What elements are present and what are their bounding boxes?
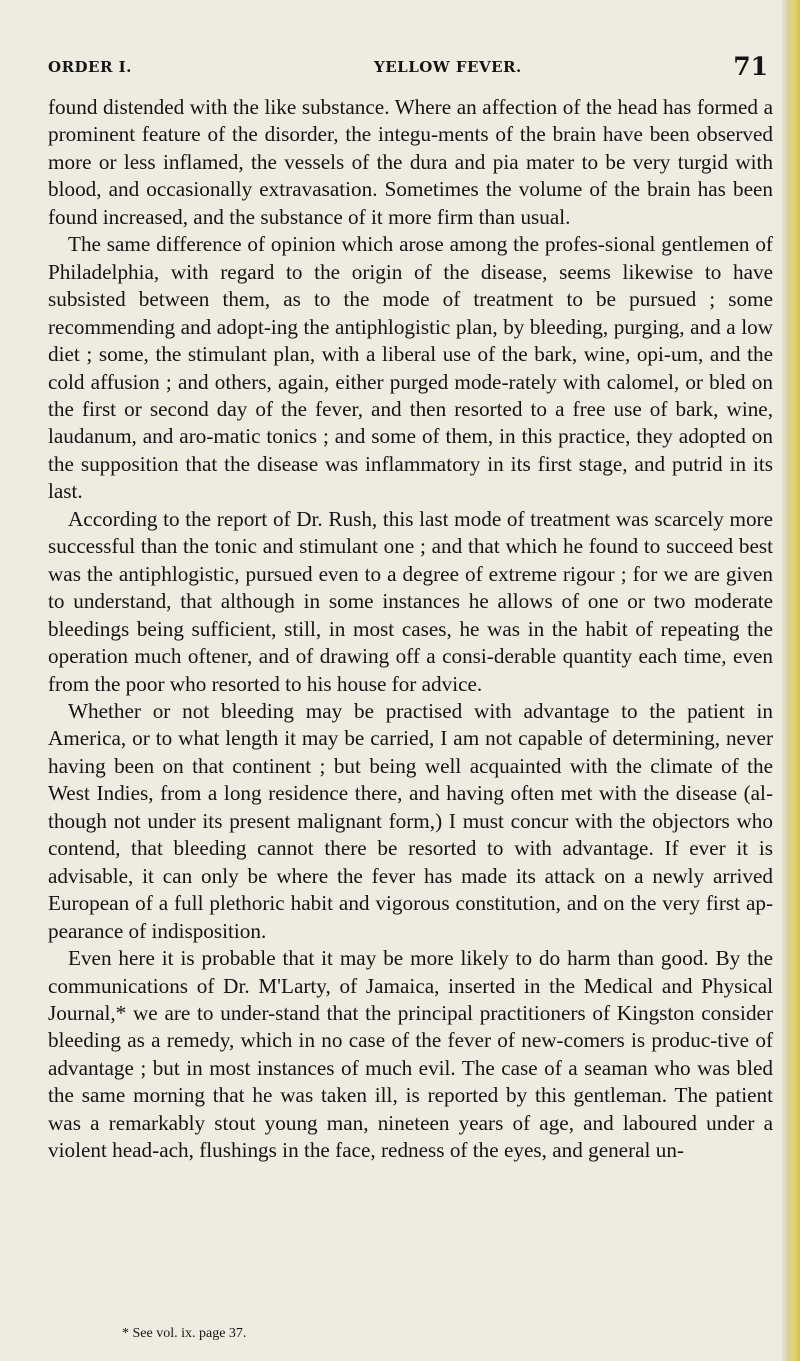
running-header [48,52,768,86]
paragraph-1: found distended with the like substance. Where an affection of the head has formed a prominent feature of the disorder, the integu-ments of the brain have been observed more or less inflamed, the vessels of the dura and pia mater to be very turgid with blood, and occasionally extravasation. Sometimes the volume of the brain has been found increased, and the substance of it more firm than usual. [48,95,773,229]
page-number: 71 [733,52,768,81]
header-section-label: ORDER I. [48,58,132,76]
paragraph-4: Whether or not bleeding may be practised with advantage to the patient in America, or to what length it may be carried, I am not capable of determining, never having been on that continent ; but being well acquainted with the climate of the West Indies, from a long residence there, and having often met with the disease (al-though not under its present malignant form,) I must concur with the objectors who contend, that bleeding cannot there be resorted to with advantage. If ever it is advisable, it can only be where the fever has made its attack on a newly arrived European of a full plethoric habit and vigorous constitution, and on the very first ap-pearance of indisposition. [48,698,773,943]
paragraph-2: The same difference of opinion which arose among the profes-sional gentlemen of Philadelphia, with regard to the origin of the disease, seems likewise to have subsisted between them, as to the mode of treatment to be pursued ; some recommending and adopt-ing the antiphlogistic plan, by bleeding, purging, and a low diet ; some, the stimulant plan, with a liberal use of the bark, wine, opi-um, and the cold affusion ; and others, again, either purged mode-rately with calomel, or bled on the first or second day of the fever, and then resorted to a free use of bark, wine, laudanum, and aro-matic tonics ; and some of them, in this practice, they adopted on the supposition that the disease was inflammatory in its first stage, and putrid in its last. [48,232,773,504]
paragraph-5: Even here it is probable that it may be more likely to do harm than good. By the communications of Dr. M'Larty, of Jamaica, inserted in the Medical and Physical Journal,* we are to under-stand that the principal practitioners of Kingston consider bleeding as a remedy, which in no case of the fever of new-comers is produc-tive of advantage ; but in most instances of much evil. The case of a seaman who was bled the same morning that he was taken ill, is reported by this gentleman. The patient was a remarkably stout young man, nineteen years of age, and laboured under a violent head-ach, flushings in the face, redness of the eyes, and general un- [48,946,773,1163]
header-title: YELLOW FEVER. [374,58,522,76]
footnote: * See vol. ix. page 37. [122,1326,247,1341]
page-edge-shadow [782,0,800,1361]
body-text [48,94,773,1165]
paragraph-3: According to the report of Dr. Rush, this last mode of treatment was scarcely more successful than the tonic and stimulant one ; and that which he found to succeed best was the antiphlogistic, pursued even to a degree of extreme rigour ; for we are given to understand, that although in some instances he allows of one or two moderate bleedings being sufficient, still, in most cases, he was in the habit of repeating the operation much oftener, and of drawing off a consi-derable quantity each time, even from the poor who resorted to his house for advice. [48,506,773,696]
